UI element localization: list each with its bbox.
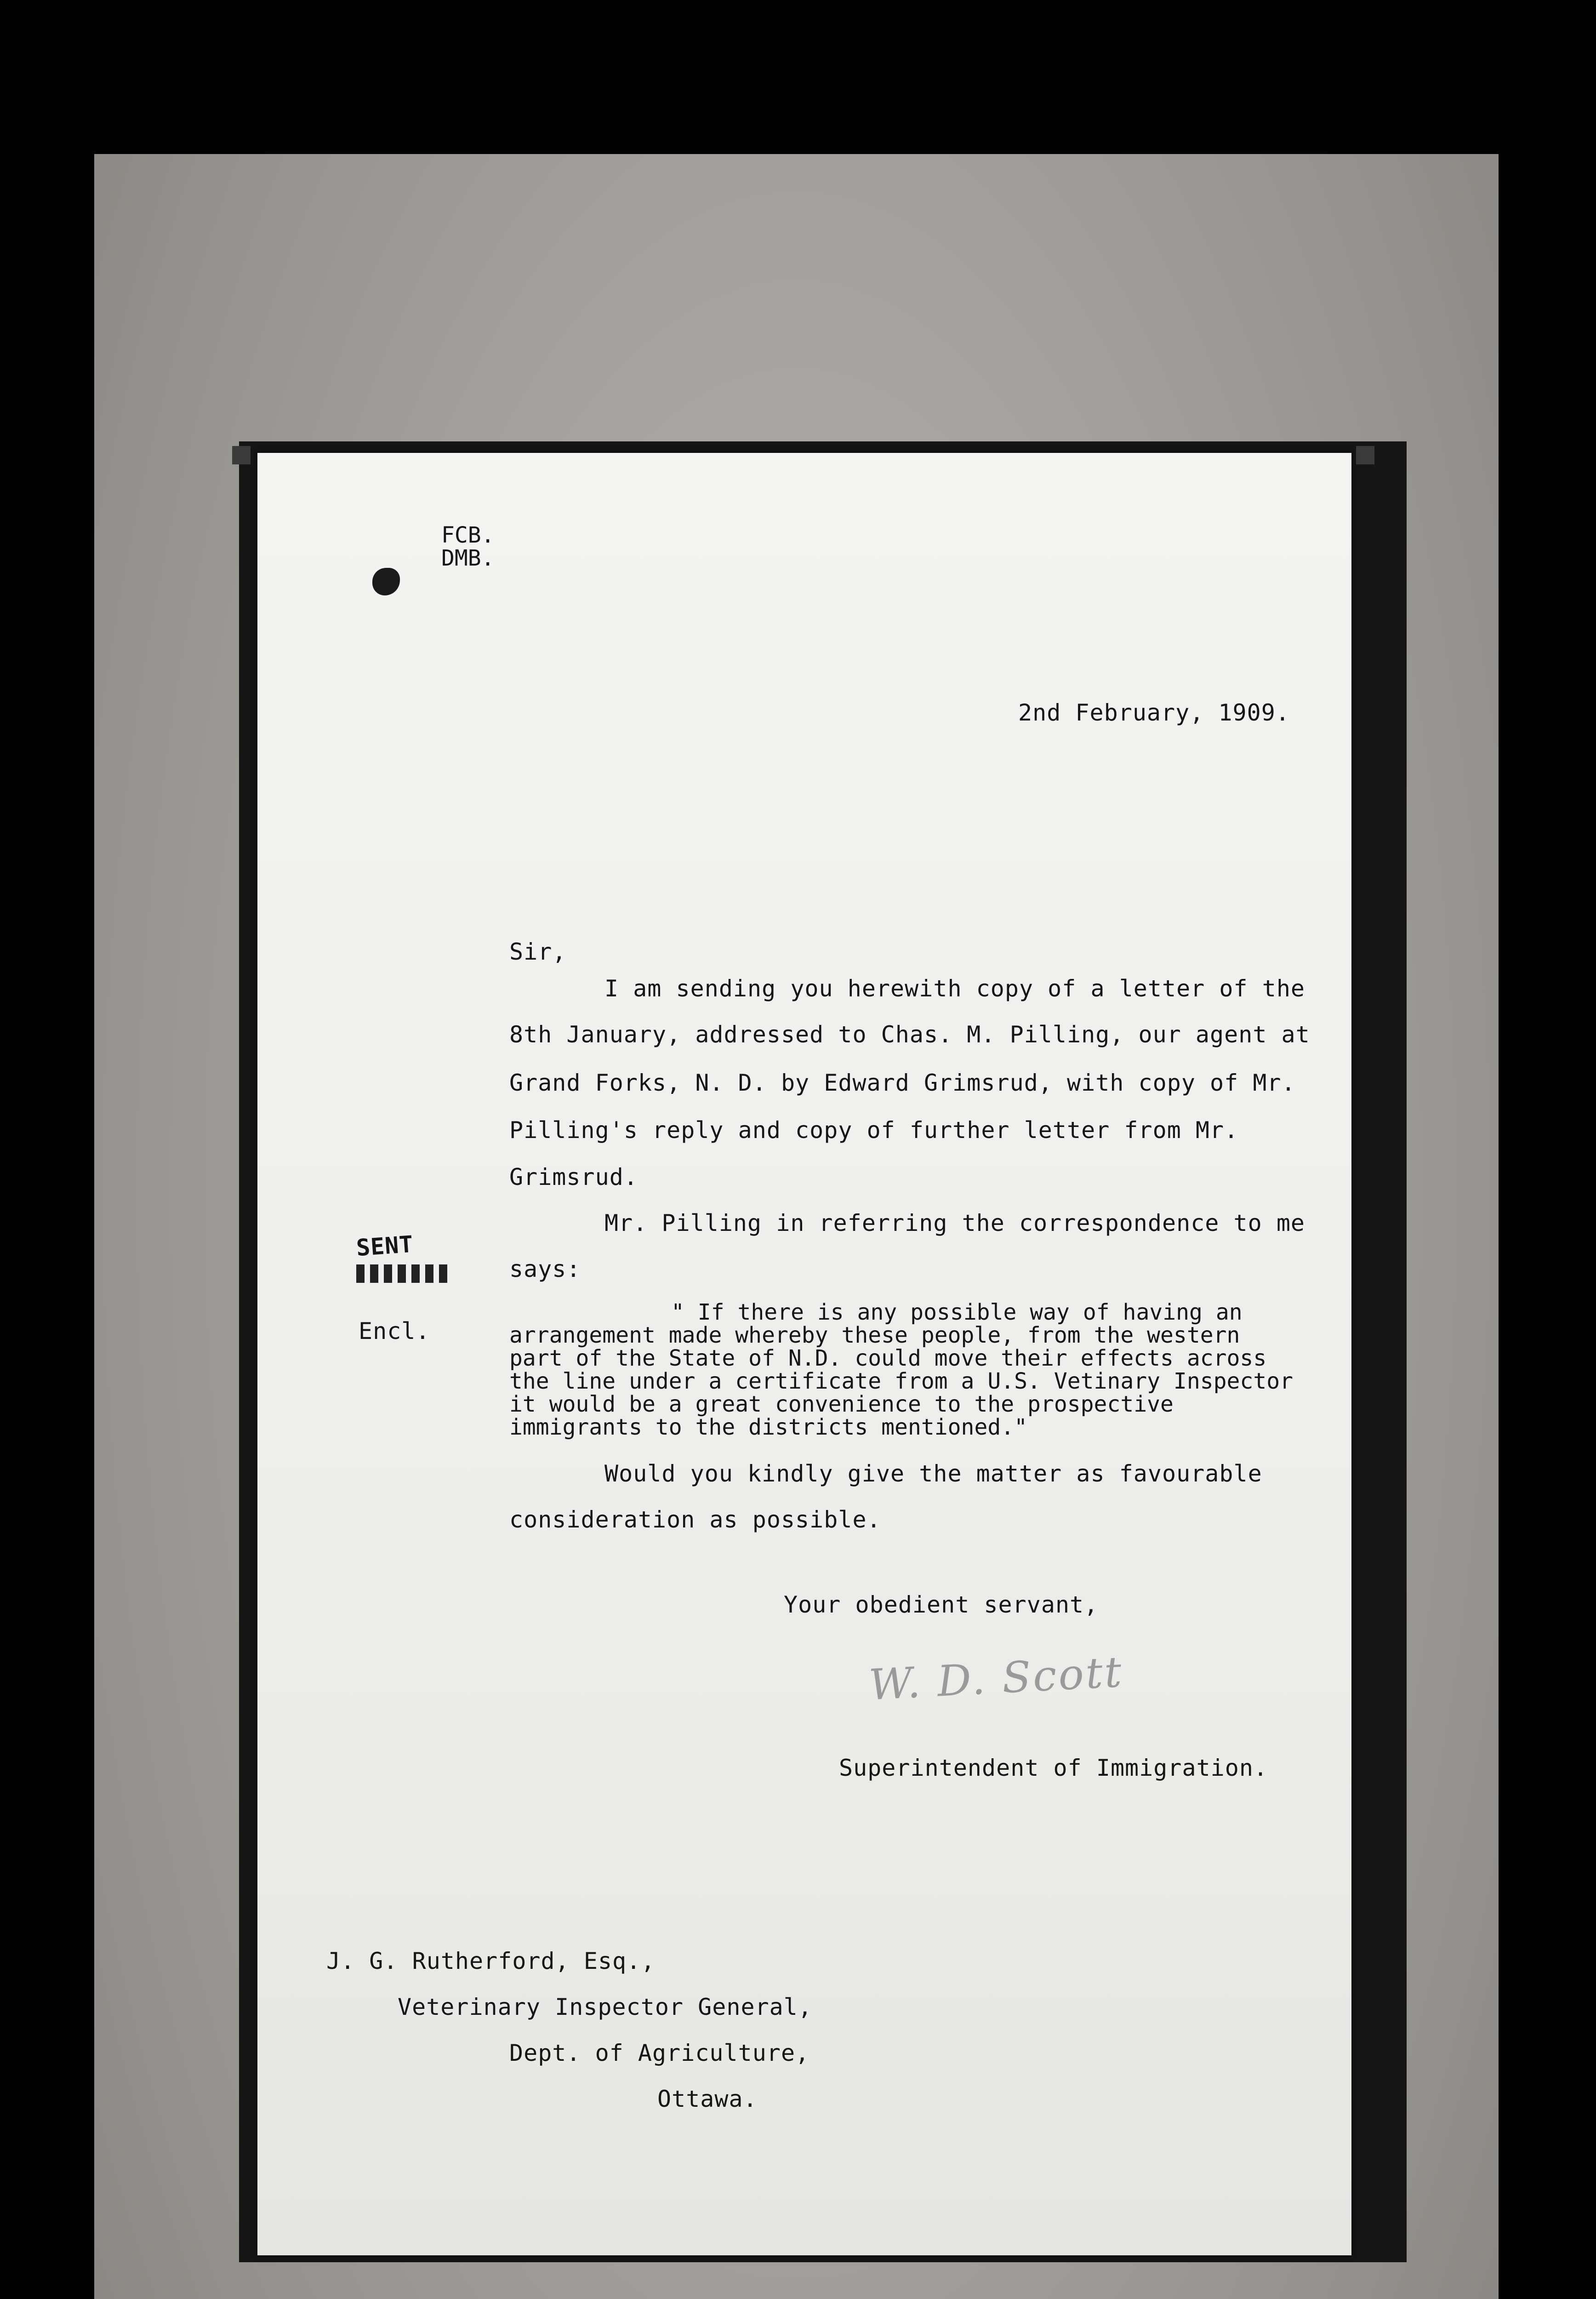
addressee-line: J. G. Rutherford, Esq.,: [326, 1948, 656, 1974]
signature-title: Superintendent of Immigration.: [839, 1755, 1268, 1781]
quote-line: part of the State of N.D. could move their effects across: [509, 1345, 1267, 1371]
signature: W. D. Scott: [867, 1647, 1125, 1710]
letter-page: [257, 453, 1351, 2255]
body-line: Mr. Pilling in referring the correspondence to me: [604, 1210, 1305, 1236]
body-line: Grimsrud.: [509, 1164, 638, 1190]
body-line: I am sending you herewith copy of a letter of the: [604, 975, 1305, 1002]
letter-date: 2nd February, 1909.: [1018, 699, 1290, 726]
closing: Your obedient servant,: [784, 1591, 1099, 1618]
reference-initials: DMB.: [441, 545, 495, 571]
quote-line: it would be a great convenience to the prospective: [509, 1391, 1174, 1417]
body-line: consideration as possible.: [509, 1506, 881, 1533]
salutation: Sir,: [509, 938, 567, 965]
corner-mark: [232, 446, 251, 464]
corner-mark: [1356, 446, 1374, 464]
ink-blot: [372, 568, 400, 595]
addressee-line: Ottawa.: [657, 2086, 758, 2112]
addressee-line: Dept. of Agriculture,: [509, 2040, 810, 2066]
quote-line: " If there is any possible way of having an: [671, 1299, 1243, 1325]
body-line: Grand Forks, N. D. by Edward Grimsrud, with copy of Mr.: [509, 1069, 1296, 1096]
body-line: 8th January, addressed to Chas. M. Pilling, our agent at: [509, 1021, 1310, 1048]
reference-initials: FCB.: [441, 522, 495, 548]
quote-line: immigrants to the districts mentioned.": [509, 1414, 1028, 1440]
enclosure-note: Encl.: [359, 1318, 430, 1344]
quote-line: arrangement made whereby these people, from the western: [509, 1322, 1240, 1348]
body-line: Would you kindly give the matter as favourable: [604, 1460, 1262, 1487]
quote-line: the line under a certificate from a U.S. Vetinary Inspector: [509, 1368, 1294, 1394]
body-line: says:: [509, 1256, 581, 1282]
stamp-date-marks: [356, 1264, 448, 1283]
addressee-line: Veterinary Inspector General,: [398, 1994, 812, 2020]
sent-stamp: SENT: [355, 1230, 415, 1262]
body-line: Pilling's reply and copy of further letter from Mr.: [509, 1117, 1239, 1144]
